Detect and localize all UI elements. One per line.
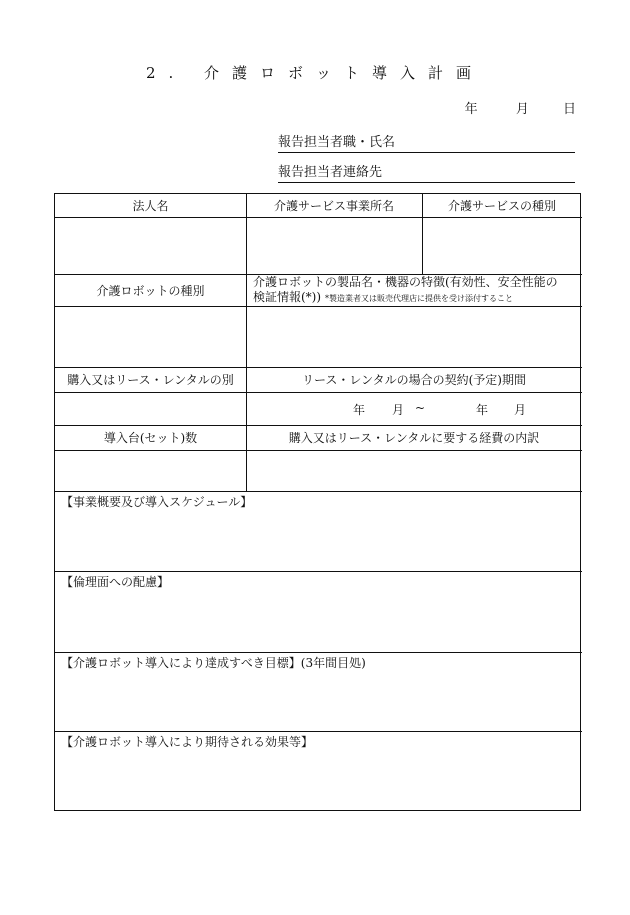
reporter-name-field[interactable] <box>278 131 575 153</box>
product-info-input[interactable] <box>246 306 582 367</box>
service-type-input[interactable] <box>422 217 582 274</box>
facility-name-header: 介護サービス事業所名 <box>273 199 394 213</box>
product-info-note: *製造業者又は販売代理店に提供を受け添付すること <box>325 294 514 303</box>
date-line <box>465 98 576 117</box>
service-type-header: 介護サービスの種別 <box>447 199 556 213</box>
product-info-line1: 介護ロボットの製品名・機器の特徴(有効性、安全性能の <box>253 275 558 289</box>
period-start-year: 年 <box>353 403 366 417</box>
plan-form-table <box>54 193 581 811</box>
period-end-month: 月 <box>514 403 527 417</box>
period-tilde: ~ <box>415 401 426 415</box>
robot-type-input[interactable] <box>55 306 246 367</box>
purchase-or-lease-header: 購入又はリース・レンタルの別 <box>67 373 234 387</box>
units-header: 導入台(セット)数 <box>103 431 198 445</box>
ethics-label: 【倫理面への配慮】 <box>61 575 170 589</box>
expected-effects-label: 【介護ロボット導入により期待される効果等】 <box>61 735 314 749</box>
product-info-header <box>253 275 579 306</box>
ethics-section[interactable] <box>55 571 582 652</box>
project-overview-label: 【事業概要及び導入スケジュール】 <box>61 495 253 509</box>
corporation-name-header: 法人名 <box>132 199 169 213</box>
reporter-name-label: 報告担当者職・氏名 <box>278 135 396 150</box>
period-start-month: 月 <box>392 403 405 417</box>
project-overview-section[interactable] <box>55 491 582 571</box>
contract-period-input[interactable] <box>246 392 582 425</box>
date-month-label: 月 <box>515 102 529 117</box>
product-info-line2: 検証情報(*)) <box>253 290 322 304</box>
corporation-name-input[interactable] <box>55 217 246 274</box>
cost-breakdown-header: 購入又はリース・レンタルに要する経費の内訳 <box>288 431 540 445</box>
goals-section[interactable] <box>55 652 582 731</box>
facility-name-input[interactable] <box>246 217 422 274</box>
contract-period-header: リース・レンタルの場合の契約(予定)期間 <box>302 373 526 387</box>
date-year-label: 年 <box>464 102 478 117</box>
date-day-label: 日 <box>562 102 576 117</box>
page-title: 2. 介護ロボット導入計画 <box>145 64 485 82</box>
cost-breakdown-input[interactable] <box>246 450 582 491</box>
units-input[interactable] <box>55 450 246 491</box>
purchase-or-lease-input[interactable] <box>55 392 246 425</box>
reporter-contact-field[interactable] <box>278 161 575 183</box>
goals-label: 【介護ロボット導入により達成すべき目標】(3年間目処) <box>61 656 366 670</box>
period-end-year: 年 <box>476 403 489 417</box>
robot-type-header: 介護ロボットの種別 <box>96 283 205 298</box>
reporter-contact-label: 報告担当者連絡先 <box>278 165 383 180</box>
expected-effects-section[interactable] <box>55 731 582 810</box>
